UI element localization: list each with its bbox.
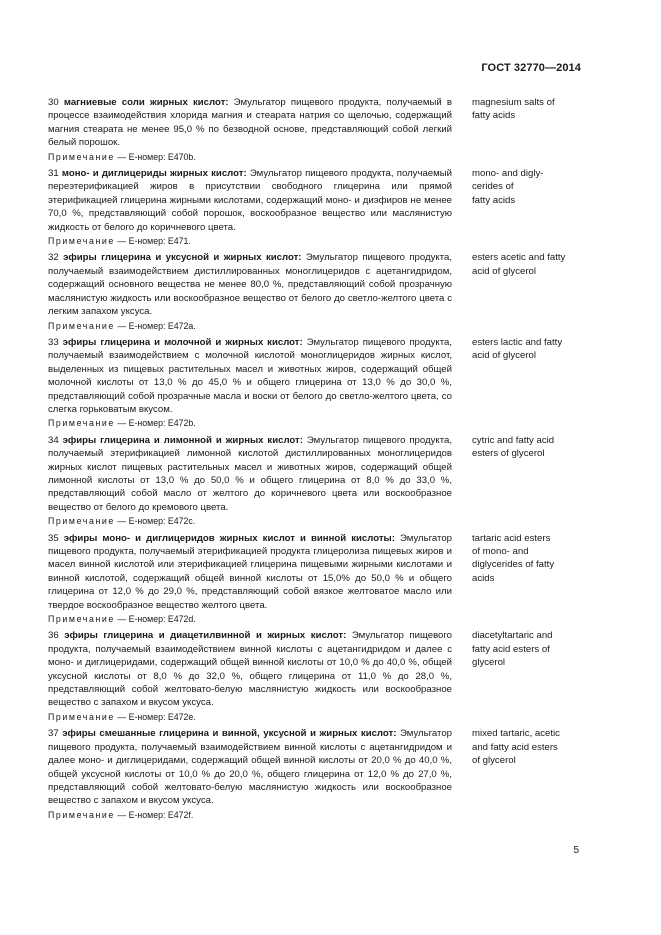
term-entries bbox=[48, 96, 588, 825]
term-russian-column bbox=[48, 629, 452, 723]
term-number: 32 bbox=[48, 252, 59, 264]
term-note bbox=[48, 235, 452, 247]
note-text: — E-номер: E472e. bbox=[117, 711, 196, 722]
english-term-line: mono- and digly- bbox=[472, 168, 544, 180]
note-label: Примечание bbox=[48, 516, 115, 527]
term-name: эфиры глицерина и лимонной и жирных кислот: bbox=[62, 434, 303, 446]
english-term-line: tartaric acid esters bbox=[472, 532, 551, 544]
note-text: — E-номер: E471. bbox=[117, 236, 191, 247]
english-term-line: fatty acids bbox=[472, 110, 516, 122]
english-term-line: fatty acid esters of bbox=[472, 643, 550, 655]
note-text: — E-номер: E472a. bbox=[117, 320, 196, 331]
term-number: 37 bbox=[48, 728, 59, 740]
note-label: Примечание bbox=[48, 418, 115, 429]
term-entry-35 bbox=[48, 532, 588, 626]
english-term-line: cerides of bbox=[472, 181, 514, 193]
note-text: — E-номер: E472d. bbox=[117, 614, 196, 625]
term-english-equivalent bbox=[472, 336, 588, 430]
term-name: моно- и диглицериды жирных кислот: bbox=[61, 168, 247, 180]
term-definition-paragraph bbox=[48, 532, 452, 612]
english-term-line: fatty acids bbox=[472, 194, 516, 206]
term-name: магниевые соли жирных кислот: bbox=[63, 97, 229, 108]
english-term-line: acid of glycerol bbox=[472, 265, 536, 277]
term-russian-column bbox=[48, 336, 452, 430]
term-number: 33 bbox=[48, 336, 59, 348]
term-english-equivalent bbox=[472, 251, 588, 331]
term-number: 31 bbox=[48, 168, 59, 180]
term-entry-37 bbox=[48, 727, 588, 821]
note-label: Примечание bbox=[48, 236, 115, 247]
english-term-line: acid of glycerol bbox=[472, 350, 536, 362]
english-term-line: acids bbox=[472, 572, 495, 584]
english-term-line: and fatty acid esters bbox=[472, 741, 558, 753]
term-definition: Эмульгатор пищевого продукта, получаемый взаимодействием с молочной кислотой моноглицеридов жирных кислот, выделенных из пищевых растительных масел и животных жиров, содержащий общей молочной кислоты от 13,0 % до 45,0 % и общего глицерина от 13,0 % до 30,0 %, представляющий собой прозрачные масла и воски от белого до светло-желтого цвета, со слегка горьковатым вкусом. bbox=[48, 336, 452, 415]
document-standard-header: ГОСТ 32770—2014 bbox=[481, 62, 581, 74]
term-english-equivalent bbox=[472, 167, 588, 247]
term-definition-paragraph bbox=[48, 629, 452, 709]
term-definition-paragraph bbox=[48, 251, 452, 318]
english-term-line: diglycerides of fatty bbox=[472, 559, 555, 571]
term-russian-column bbox=[48, 251, 452, 331]
note-label: Примечание bbox=[48, 151, 115, 162]
english-term-line: magnesium salts of bbox=[472, 97, 555, 108]
term-note bbox=[48, 613, 452, 625]
term-definition: Эмульгатор пищевого продукта, получаемый этерификацией лимонной кислотой дистиллированных моноглицеридов жирных кислот пищевых растительных масел и животных жиров, содержащий общей лимонной кислоты от 13,0 % до 50,0 % и общего глицерина от 8,0 % до 33,0 %, представляющий собой масло от желтого до коричневого цвета или воскообразное вещество от белого до кремового цвета. bbox=[48, 434, 453, 513]
english-term-line: cytric and fatty acid bbox=[472, 434, 555, 446]
english-term-line: esters of glycerol bbox=[472, 448, 545, 460]
term-entry-32 bbox=[48, 251, 588, 331]
term-name: эфиры моно- и диглицеридов жирных кислот и винной кислоты: bbox=[63, 532, 395, 544]
term-english-equivalent bbox=[472, 629, 588, 723]
note-label: Примечание bbox=[48, 320, 115, 331]
term-note bbox=[48, 515, 452, 527]
term-name: эфиры глицерина и уксусной и жирных кислот: bbox=[63, 252, 302, 264]
term-english-equivalent bbox=[472, 434, 588, 528]
term-note bbox=[48, 711, 452, 723]
term-number: 35 bbox=[48, 532, 59, 544]
term-russian-column bbox=[48, 167, 452, 247]
english-term-line: glycerol bbox=[472, 657, 506, 669]
note-label: Примечание bbox=[48, 614, 115, 625]
english-term-line: of mono- and bbox=[472, 546, 529, 557]
note-text: — E-номер: E472f. bbox=[117, 809, 194, 820]
note-label: Примечание bbox=[48, 809, 115, 820]
term-definition: Эмульгатор пищевого продукта, получаемый взаимодействием винной кислоты с ацетангидридом и далее моно- и диглицеридами, содержащий общей винной кислоты от 20,0 % до 40,0 %, общей уксусной кислоты от 10,0 % до 20,0 %, общего глицерина от 12,0 % до 27,0 %, представляющий собой желтовато-белую маслянистую жидкость или воскообразное вещество с запахом и вкусом уксуса. bbox=[48, 728, 452, 807]
term-name: эфиры глицерина и молочной и жирных кислот: bbox=[62, 336, 303, 348]
term-note bbox=[48, 320, 452, 332]
term-english-equivalent bbox=[472, 96, 588, 163]
term-definition: Эмульгатор пищевого продукта, получаемый в процессе взаимодействия хлорида магния и стеарата натрия со щелочью, содержащий магния стеарата не менее 95,0 % по безводной основе, представляющий собой легкий белый порошок. bbox=[48, 97, 453, 149]
term-definition-paragraph bbox=[48, 336, 452, 416]
note-text: — E-номер: E470b. bbox=[117, 151, 196, 162]
term-russian-column bbox=[48, 434, 452, 528]
term-note bbox=[48, 417, 452, 429]
term-definition: Эмульгатор пищевого продукта, получаемый этерификацией продукта глицеролиза пищевых жиров и масел винной кислотой или этерификацией глицерина пищевыми жирными кислотами и винной кислотой, содержащий общей винной кислоты от 15,0% до 50,0 % и общего глицерина от 12,0 % до 29,0 %, представляющий собой вязкое желтоватое масло или твердое воскообразное вещество желтого цвета. bbox=[48, 532, 453, 611]
term-definition: Эмульгатор пищевого продукта, получаемый переэтерификацией жиров в присутствии свободного глицерина или прямой этерификацией глицерина жирными кислотами, содержащий моно- и диэфиров не менее 70,0 %, представляющий собой порошок, воскообразное вещество или маслянистую жидкость от белого до коричневого цвета. bbox=[48, 168, 452, 233]
term-russian-column bbox=[48, 532, 452, 626]
term-definition: Эмульгатор пищевого продукта, получаемый взаимодействием дистиллированных моноглицеридов с ацетангидридом, содержащий основного вещества не менее 80,0 %, представляющий собой прозрачную маслянистую жидкость или воскообразное вещество от белого до светло-желтого цвета с легким запахом уксуса. bbox=[48, 252, 453, 318]
term-name: эфиры смешанные глицерина и винной, уксусной и жирных кислот: bbox=[62, 728, 397, 740]
term-note bbox=[48, 809, 452, 821]
term-english-equivalent bbox=[472, 727, 588, 821]
note-label: Примечание bbox=[48, 711, 115, 722]
term-definition-paragraph bbox=[48, 434, 452, 514]
term-entry-34 bbox=[48, 434, 588, 528]
english-term-line: esters acetic and fatty bbox=[472, 252, 566, 264]
term-entry-33 bbox=[48, 336, 588, 430]
term-russian-column bbox=[48, 727, 452, 821]
term-definition-paragraph bbox=[48, 727, 452, 807]
term-entry-31 bbox=[48, 167, 588, 247]
note-text: — E-номер: E472b. bbox=[117, 418, 196, 429]
term-number: 36 bbox=[48, 630, 59, 642]
note-text: — E-номер: E472c. bbox=[117, 516, 196, 527]
term-note bbox=[48, 151, 452, 163]
term-english-equivalent bbox=[472, 532, 588, 626]
term-number: 34 bbox=[48, 434, 59, 446]
english-term-line: of glycerol bbox=[472, 755, 516, 767]
english-term-line: diacetyltartaric and bbox=[472, 630, 553, 642]
term-number: 30 bbox=[48, 97, 59, 108]
term-definition: Эмульгатор пищевого продукта, получаемый взаимодействием винной кислоты с ацетангидридом и далее с моно- и диглицеридами, содержащий общей винной кислоты от 10,0 % до 40,0 %, общей уксусной кислоты от 8,0 % до 32,0 %, общего глицерина от 11,0 % до 28,0 %, представляющий собой желтовато-белую маслянистую жидкость или воскообразное вещество с запахом и вкусом уксуса. bbox=[48, 630, 453, 709]
term-definition-paragraph bbox=[48, 96, 452, 150]
term-entry-30 bbox=[48, 96, 588, 163]
term-russian-column bbox=[48, 96, 452, 163]
english-term-line: esters lactic and fatty bbox=[472, 336, 563, 348]
english-term-line: mixed tartaric, acetic bbox=[472, 728, 560, 740]
page-number: 5 bbox=[573, 845, 579, 856]
term-name: эфиры глицерина и диацетилвинной и жирных кислот: bbox=[64, 630, 347, 642]
term-entry-36 bbox=[48, 629, 588, 723]
term-definition-paragraph bbox=[48, 167, 452, 234]
